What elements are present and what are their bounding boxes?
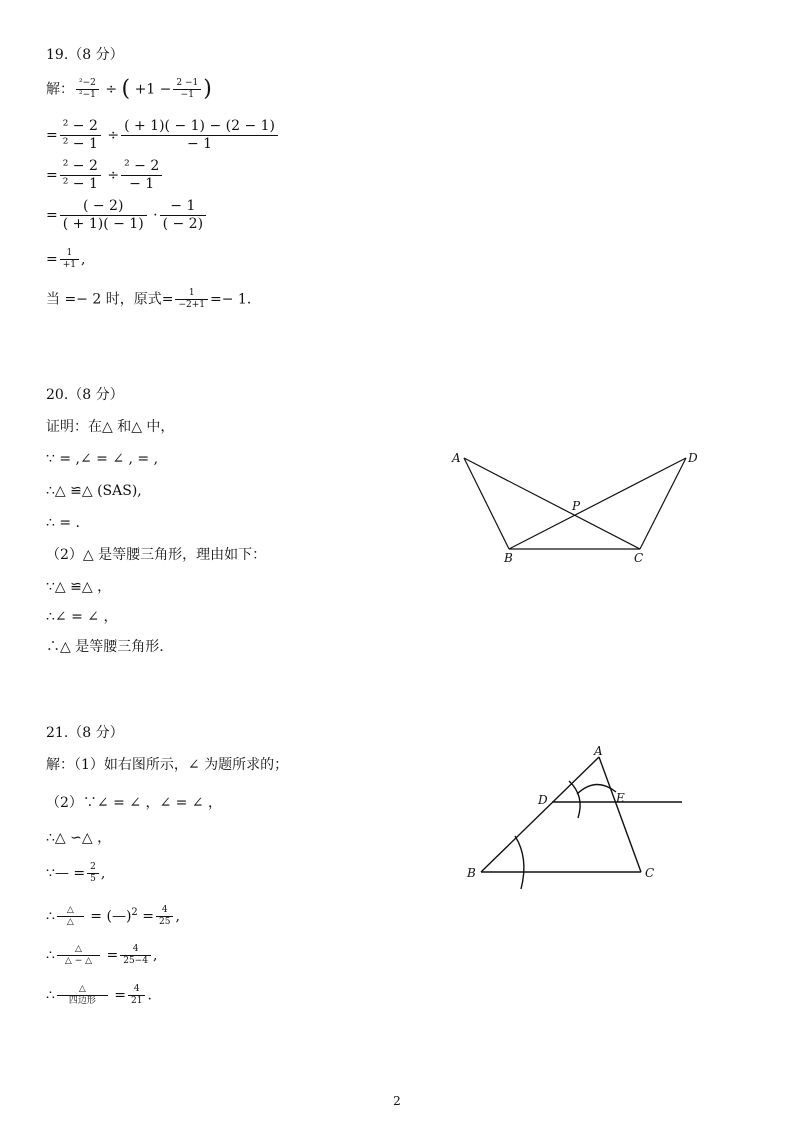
q20-line-7: ∴∠ = ∠ ， <box>46 609 118 625</box>
q21-label-c: C <box>645 866 655 880</box>
q21-l6-eq: = <box>106 947 119 964</box>
q21-l4-num: 2 <box>87 862 99 874</box>
q21-l5-eq2: = <box>142 908 154 925</box>
q19-l1-f2-den: −1 <box>180 90 194 100</box>
q21-l7-num: △ <box>57 984 108 996</box>
q19-l2-num: ² − 2 <box>60 118 101 136</box>
q19-l6-prefix: 当 =− 2 时，原式= <box>46 291 174 308</box>
q19-l5-comma: , <box>81 251 86 268</box>
q21-label-a: A <box>594 744 603 758</box>
q21-l5-paren: (—) <box>106 908 132 925</box>
q21-l6-den: △ − △ <box>64 956 93 966</box>
q21-line-1: 解：（1）如右图所示，∠ 为题所求的； <box>46 757 289 773</box>
q20-label-d: D <box>688 451 698 465</box>
q19-l3-den: ² − 1 <box>62 176 98 192</box>
q19-l1-paren-close: ) <box>203 76 212 102</box>
q19-l4-f2-den: ( − 2) <box>162 216 204 232</box>
q19-l1-mid: +1 − <box>134 81 172 98</box>
q21-segment-ac <box>599 757 641 872</box>
q19-l4-num: ( − 2) <box>60 198 147 216</box>
q21-l6-r-num: 4 <box>120 944 151 956</box>
q21-arc-b <box>515 836 524 889</box>
q21-l7-eq: = <box>114 987 127 1004</box>
q20-label-b: B <box>504 551 513 565</box>
q21-l5-num: △ <box>57 905 84 917</box>
q19-l2-f2-den: − 1 <box>187 136 213 152</box>
q21-l5-r-den: 25 <box>158 917 171 928</box>
q19-l4-dot: · <box>153 207 158 224</box>
q21-l6-num: △ <box>57 944 100 956</box>
q21-label-e: E <box>616 791 625 805</box>
q21-line-3: ∴△ ∽△ ， <box>46 830 112 846</box>
q19-l3-num: ² − 2 <box>60 158 101 176</box>
q20-label-a: A <box>452 451 461 465</box>
q21-l6-r-den: 25−4 <box>123 956 148 966</box>
q20-title: 20.（8 分） <box>46 387 124 403</box>
q20-line-3: ∴△ ≌△ (SAS), <box>46 483 142 499</box>
q20-line-1: 证明：在△ 和△ 中， <box>46 419 175 435</box>
q21-l4-prefix: ∵ <box>46 865 55 882</box>
q19-l4-den: ( + 1)( − 1) <box>62 216 144 232</box>
q20-label-c: C <box>634 551 644 565</box>
q19-l2-eq: = <box>46 127 58 144</box>
q21-l5-prefix: ∴ <box>46 908 55 925</box>
q19-l4-f2-num: − 1 <box>160 198 206 216</box>
q21-l6-comma: , <box>152 947 158 964</box>
q21-arc-d <box>569 781 580 818</box>
q21-l5-den: △ <box>66 917 74 928</box>
q21-l7-prefix: ∴ <box>46 987 55 1004</box>
q21-l5-r-num: 4 <box>156 905 173 917</box>
q21-l4-den: 5 <box>90 874 96 884</box>
q20-label-p: P <box>572 499 581 513</box>
q19-title: 19.（8 分） <box>46 47 124 63</box>
q19-l2-den: ² − 1 <box>62 136 98 152</box>
q19-l2-f2-num: ( + 1)( − 1) − (2 − 1) <box>121 118 278 136</box>
q19-l5-eq: = <box>46 251 58 268</box>
q19-l6-den: −2+1 <box>178 300 205 310</box>
q21-l4-comma: , <box>100 865 106 882</box>
q19-l3-f2-den: − 1 <box>129 176 155 192</box>
q19-l2-div: ÷ <box>107 127 120 144</box>
q21-l7-r-den: 21 <box>131 996 143 1006</box>
q21-l5-sup: 2 <box>131 907 138 918</box>
q21-l6-prefix: ∴ <box>46 947 55 964</box>
q21-l7-den: 四边形 <box>68 996 96 1006</box>
q19-l1-f2-num: 2 −1 <box>173 78 201 90</box>
q19-l1-prefix: 解： <box>46 81 74 98</box>
q19-l1-num: ²−2 <box>76 78 99 90</box>
q21-label-d: D <box>538 793 548 807</box>
q19-l6-suffix: =− 1． <box>210 291 261 308</box>
q21-l5-comma: , <box>175 908 180 925</box>
q21-l5-eq: = <box>90 908 103 925</box>
q19-l3-div: ÷ <box>107 167 120 184</box>
q21-l4-frac: — <box>54 865 69 882</box>
q21-l7-r-num: 4 <box>128 984 145 996</box>
q19-l1-paren-open: ( <box>121 76 131 102</box>
q19-l6-num: 1 <box>175 288 208 300</box>
page-number: 2 <box>393 1094 401 1108</box>
q19-l3-eq: = <box>46 167 58 184</box>
q19-l1-den: ²−1 <box>79 90 96 100</box>
q19-l3-f2-num: ² − 2 <box>121 158 162 176</box>
q19-l4-eq: = <box>46 207 58 224</box>
q19-l1-div: ÷ <box>105 81 118 98</box>
q19-l5-den: +1 <box>62 260 77 270</box>
q21-l7-end: . <box>147 987 152 1004</box>
q20-line-4: ∴ = . <box>46 515 80 531</box>
q21-segment-ba <box>481 757 599 872</box>
q19-l5-num: 1 <box>60 248 79 260</box>
q21-line-2: （2）∵∠ = ∠ ，∠ = ∠ ， <box>46 795 222 811</box>
q20-line-6: ∵△ ≌△ ， <box>46 579 112 595</box>
q20-line-5: （2）△ 是等腰三角形，理由如下： <box>46 547 267 563</box>
q20-line-2: ∵ = ,∠ = ∠ , = , <box>46 451 159 467</box>
q21-title: 21.（8 分） <box>46 725 124 741</box>
q21-label-b: B <box>467 866 476 880</box>
q20-line-8: ∴△ 是等腰三角形. <box>46 639 164 655</box>
q21-l4-eq: = <box>73 865 86 882</box>
